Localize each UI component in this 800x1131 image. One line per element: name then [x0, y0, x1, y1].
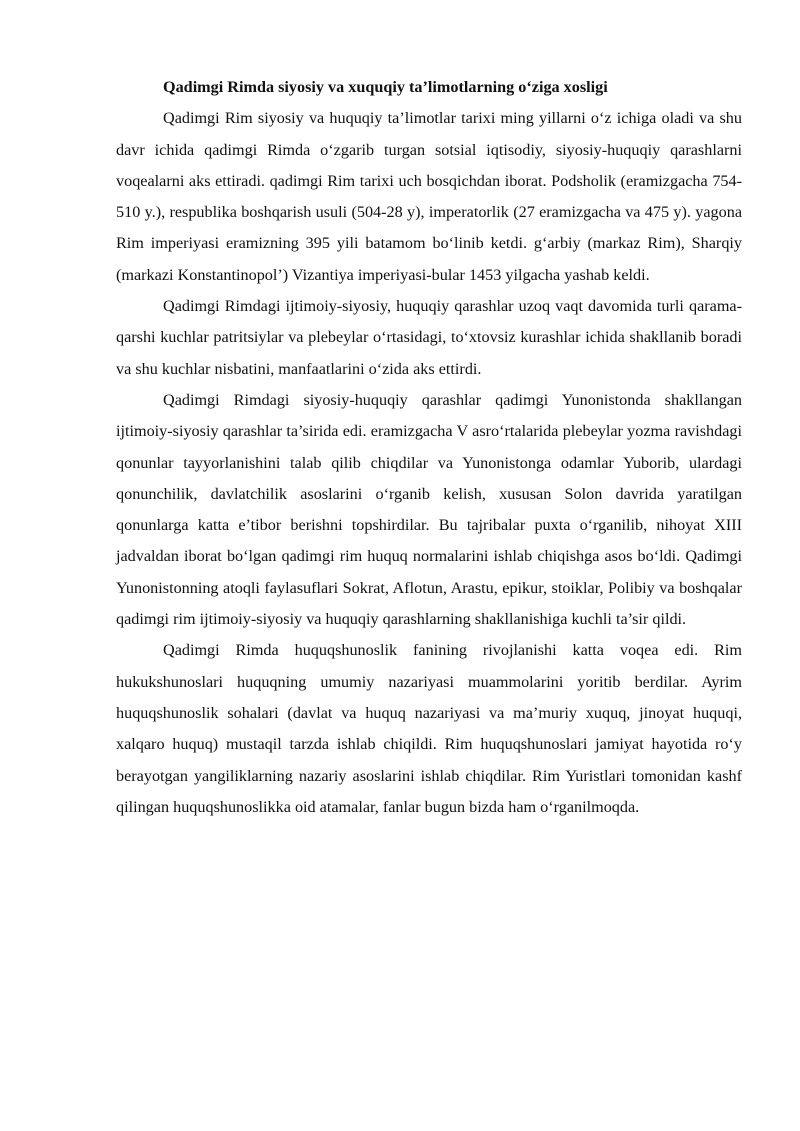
- paragraph-4: Qadimgi Rimda huquqshunoslik fanining rivojlanishi katta voqea edi. Rim hukukshunoslari huquqning umumiy nazariyasi muammolarini yoritib berdilar. Ayrim huquqshunoslik sohalari (davlat va huquq nazariyasi va ma’muriy xuquq, jinoyat huquqi, xalqaro huquq) mustaqil tarzda ishlab chiqildi. Rim huquqshunoslari jamiyat hayotida ro‘y berayotgan yangiliklarning nazariy asoslarini ishlab chiqdilar. Rim Yuristlari tomonidan kashf qilingan huquqshunoslikka oid atamalar, fanlar bugun bizda ham o‘rganilmoqda.: [116, 641, 742, 816]
- paragraph-3: Qadimgi Rimdagi siyosiy-huquqiy qarashlar qadimgi Yunonistonda shakllangan ijtimoiy-siyosiy qarashlar ta’sirida edi. eramizgacha V asro‘rtalarida plebeylar yozma ravishdagi qonunlar tayyorlanishini talab qilib chiqdilar va Yunonistonga odamlar Yuborib, ulardagi qonunchilik, davlatchilik asoslarini o‘rganib kelish, xususan Solon davrida yaratilgan qonunlarga katta e’tibor berishni topshirdilar. Bu tajribalar puxta o‘rganilib, nihoyat XIII jadvaldan iborat bo‘lgan qadimgi rim huquq normalarini ishlab chiqishga asos bo‘ldi. Qadimgi Yunonistonning atoqli faylasuflari Sokrat, Aflotun, Arastu, epikur, stoiklar, Polibiy va boshqalar qadimgi rim ijtimoiy-siyosiy va huquqiy qarashlarning shakllanishiga kuchli ta’sir qildi.: [116, 390, 742, 629]
- paragraph-2: Qadimgi Rimdagi ijtimoiy-siyosiy, huquqiy qarashlar uzoq vaqt davomida turli qarama-qarshi kuchlar patritsiylar va plebeylar o‘rtasidagi, to‘xtovsiz kurashlar ichida shakllanib boradi va shu kuchlar nisbatini, manfaatlarini o‘zida aks ettirdi.: [116, 297, 742, 378]
- paragraph-1: Qadimgi Rim siyosiy va huquqiy ta’limotlar tarixi ming yillarni o‘z ichiga oladi va shu davr ichida qadimgi Rimda o‘zgarib turgan sotsial iqtisodiy, siyosiy-huquqiy qarashlarni voqealarni aks ettiradi. qadimgi Rim tarixi uch bosqichdan iborat. Podsholik (eramizgacha 754-510 y.), respublika boshqarish usuli (504-28 y), imperatorlik (27 eramizgacha va 475 y). yagona Rim imperiyasi eramizning 395 yili batamom bo‘linib ketdi. g‘arbiy (markaz Rim), Sharqiy (markazi Konstantinopol’) Vizantiya imperiyasi-bular 1453 yilgacha yashab keldi.: [116, 109, 742, 284]
- document-body: [116, 72, 742, 823]
- document-title: Qadimgi Rimda siyosiy va xuquqiy ta’limotlarning o‘ziga xosligi: [163, 78, 608, 96]
